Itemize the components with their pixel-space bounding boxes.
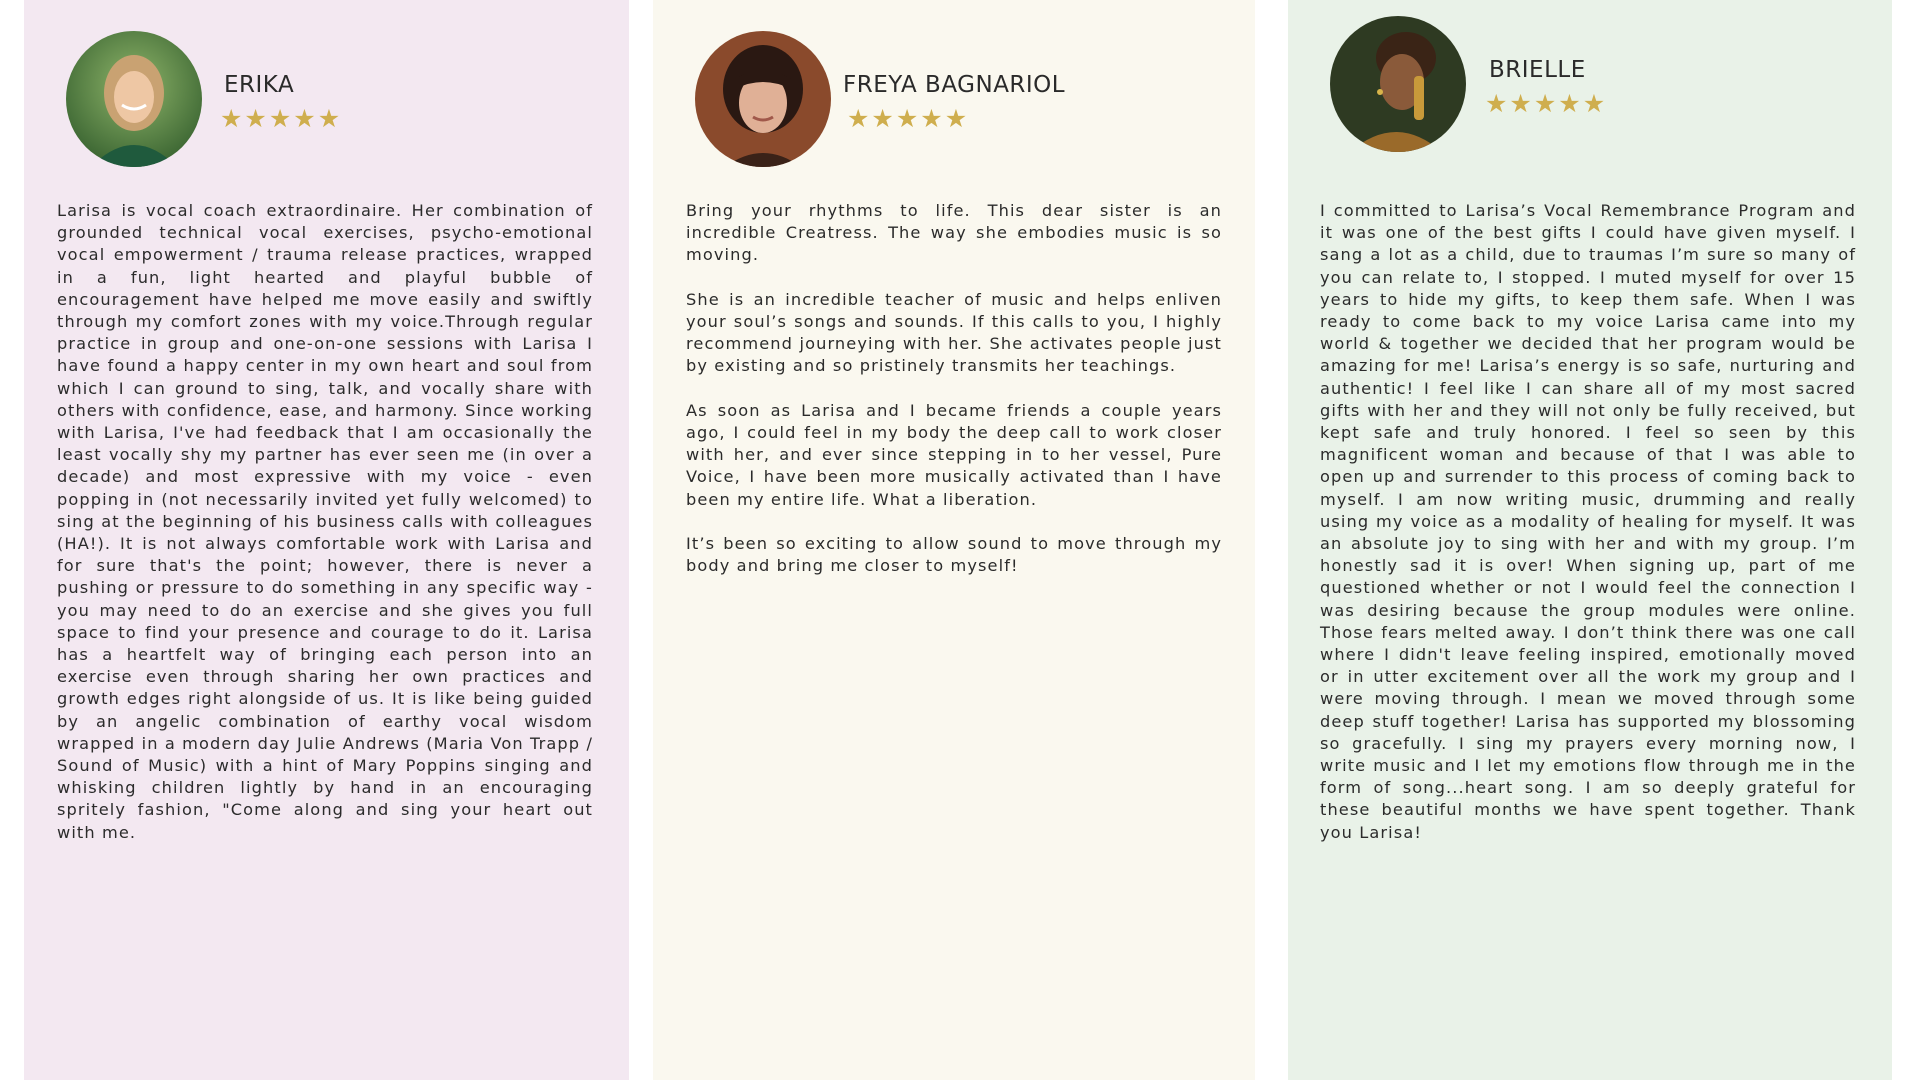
star-icon: ★ — [220, 104, 243, 133]
testimonial-card-freya — [653, 0, 1255, 1080]
avatar-brielle — [1330, 16, 1466, 152]
testimonial-paragraph: Bring your rhythms to life. This dear sister is an incredible Creatress. The way she embodies music is so moving. — [686, 201, 1222, 265]
reviewer-name: FREYA BAGNARIOL — [843, 72, 1066, 98]
avatar-photo-icon — [695, 31, 831, 167]
testimonial-text — [1320, 200, 1856, 866]
star-icon: ★ — [268, 104, 292, 133]
testimonial-paragraph: She is an incredible teacher of music and helps enliven your soul’s songs and sounds. If this calls to you, I highly recommend journeying with her. She activates people just by existing and so pristinely transmits her teachings. — [686, 289, 1222, 376]
star-icon: ★ — [871, 104, 894, 133]
testimonial-text — [686, 200, 1222, 600]
star-icon: ★ — [293, 104, 316, 133]
star-icon: ★ — [1509, 89, 1532, 118]
star-icon: ★ — [317, 104, 341, 133]
star-icon: ★ — [1485, 89, 1508, 118]
star-rating — [847, 106, 967, 131]
star-icon: ★ — [1533, 89, 1557, 118]
star-icon: ★ — [847, 104, 870, 133]
testimonial-paragraph: I committed to Larisa’s Vocal Remembrance Program and it was one of the best gifts I could have given myself. I sang a lot as a child, due to traumas I’m sure so many of you can relate to, I stopped. I muted myself for over 15 years to hide my gifts, to keep them safe. When I was ready to come back to my voice Larisa came into my world & together we decided that her program would be amazing for me! Larisa’s energy is so safe, nurturing and authentic! I feel like I can share all of my most sacred gifts with her and they will not only be fully received, but kept safe and truly honored. I feel so seen by this magnificent woman and because of that I was able to open up and surrender to this process of coming back to myself. I am now writing music, drumming and really using my voice as a modality of healing for myself. It was an absolute joy to sing with her and with my group. I’m honestly sad it is over! When signing up, part of me questioned whether or not I would feel the connection I was desiring because the group modules were online. Those fears melted away. I don’t think there was one call where I didn't leave feeling inspired, emotionally moved or in utter excitement over all the work my group and I were moving through. I mean we moved through some deep stuff together! Larisa has supported my blossoming so gracefully. I sing my prayers every morning now, I write music and I let my emotions flow through me in the form of song...heart song. I am so deeply grateful for these beautiful months we have spent together. Thank you Larisa! — [1320, 201, 1856, 842]
testimonial-paragraph: As soon as Larisa and I became friends a couple years ago, I could feel in my body the deep call to work closer with her, and ever since stepping in to her vessel, Pure Voice, I have been more musically activated than I have been my entire life. What a liberation. — [686, 400, 1222, 509]
avatar-photo-icon — [1330, 16, 1466, 152]
avatar-erika — [66, 31, 202, 167]
reviewer-name: BRIELLE — [1489, 57, 1586, 83]
star-icon: ★ — [895, 104, 919, 133]
star-rating — [1485, 91, 1605, 116]
testimonial-paragraph: It’s been so exciting to allow sound to move through my body and bring me closer to myself! — [686, 534, 1222, 576]
star-icon: ★ — [1582, 89, 1606, 118]
avatar-freya — [695, 31, 831, 167]
star-icon: ★ — [1558, 89, 1581, 118]
avatar-photo-icon — [66, 31, 202, 167]
star-icon: ★ — [944, 104, 968, 133]
star-rating — [220, 106, 340, 131]
testimonial-paragraph: Larisa is vocal coach extraordinaire. Her combination of grounded technical vocal exercises, psycho-emotional vocal empowerment / trauma release practices, wrapped in a fun, light hearted and playful bubble of encouragement have helped me move easily and swiftly through my comfort zones with my voice.Through regular practice in group and one-on-one sessions with Larisa I have found a happy center in my own heart and soul from which I can ground to sing, talk, and vocally share with others with confidence, ease, and harmony. Since working with Larisa, I've had feedback that I am occasionally the least vocally shy my partner has ever seen me (in over a decade) and most expressive with my voice - even popping in (not necessarily invited yet fully welcomed) to sing at the beginning of his business calls with colleagues (HA!). It is not always comfortable work with Larisa and for sure that's the point; however, there is never a pushing or pressure to do something in any specific way - you may need to do an exercise and she gives you full space to find your presence and courage to do it. Larisa has a heartfelt way of bringing each person into an exercise even through sharing her own practices and growth edges right alongside of us. It is like being guided by an angelic combination of earthy vocal wisdom wrapped in a modern day Julie Andrews (Maria Von Trapp / Sound of Music) with a hint of Mary Poppins singing and whisking children lightly by hand in an encouraging spritely fashion, "Come along and sing your heart out with me. — [57, 201, 593, 842]
star-icon: ★ — [920, 104, 943, 133]
reviewer-name: ERIKA — [224, 72, 295, 98]
testimonial-card-brielle — [1288, 0, 1892, 1080]
testimonial-text — [57, 200, 593, 866]
testimonial-card-erika — [24, 0, 629, 1080]
star-icon: ★ — [244, 104, 267, 133]
